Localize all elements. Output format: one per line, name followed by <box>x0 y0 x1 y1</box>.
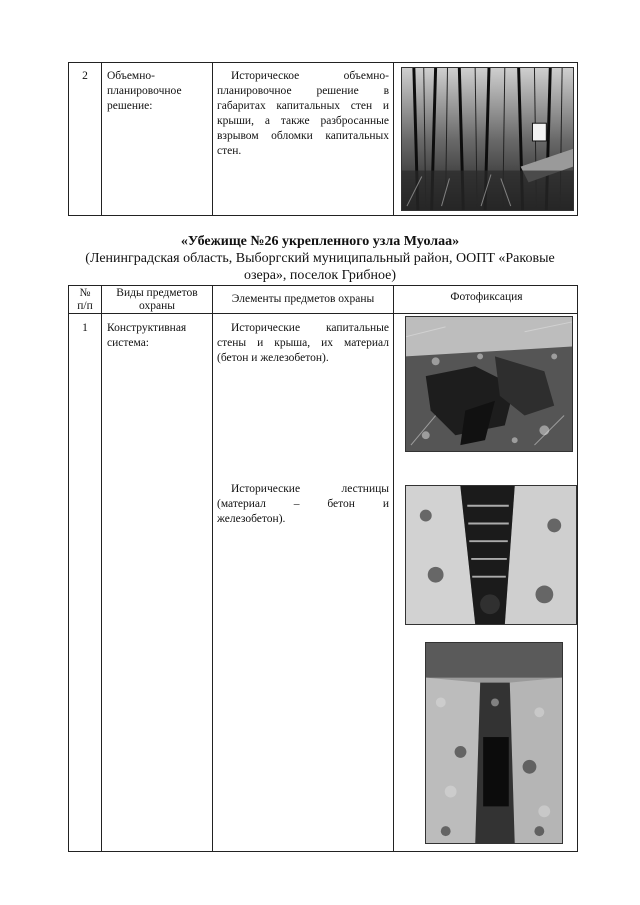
section-subtitle-line1: (Ленинградская область, Выборгский муниципальный район, ООПТ «Раковые <box>85 251 555 266</box>
row-number: 1 <box>82 322 88 334</box>
forest-bunker-photo <box>401 67 574 211</box>
header-protection-type: Виды предметов охраны <box>116 287 198 312</box>
header-photo: Фотофиксация <box>450 291 523 303</box>
protection-elements: Историческое объемно- планировочное решение в габаритах капитальных стен и крыши, а также разбросанные взрывом обломки капитальных стен. <box>217 70 389 157</box>
stairs-trench-photo <box>405 485 577 625</box>
table-continuation <box>68 62 578 216</box>
protection-type: Конструктивная система: <box>107 322 187 349</box>
protection-type: Объемно- планировочное решение: <box>107 70 182 112</box>
section-subtitle-line2: озера», поселок Грибное) <box>243 268 397 283</box>
element-stairs: Исторические лестницы (материал – бетон и железобетон). <box>217 483 389 525</box>
entrance-pit-photo <box>425 642 563 844</box>
header-number: № п/п <box>77 287 93 312</box>
section-title: «Убежище №26 укрепленного узла Муолаа» <box>180 234 460 249</box>
element-walls-roof: Исторические капитальные стены и крыша, их материал (бетон и железобетон). <box>217 322 389 364</box>
header-elements: Элементы предметов охраны <box>231 293 375 305</box>
ruins-photo <box>405 316 573 452</box>
protection-table <box>68 285 578 852</box>
row-number: 2 <box>82 70 88 82</box>
